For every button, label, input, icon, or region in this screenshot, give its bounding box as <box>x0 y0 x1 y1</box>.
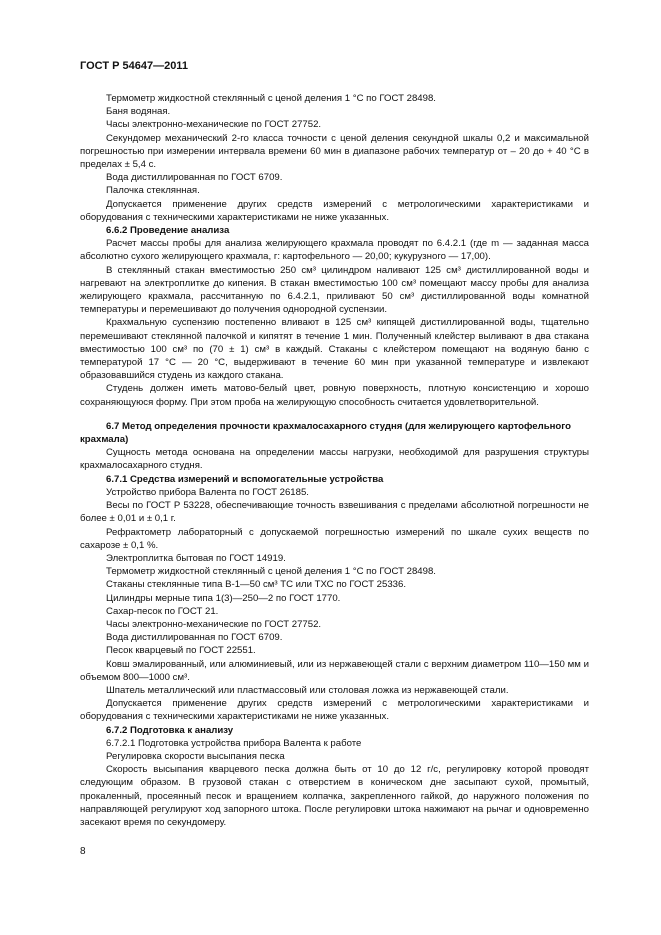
paragraph: Крахмальную суспензию постепенно вливают в 125 см³ кипящей дистиллированной воды, тщательно перемешивают стеклянной палочкой и кипятят в течение 1 мин. Полученный клейстер выливают в два стакана вместимостью 100 см³ по (70 ± 1) см³ в каждый. Стаканы с клейстером помещают на водяную баню с температурой 17 °С — 20 °С, выдерживают в течение 60 мин при указанной температуре и извлекают образовавшийся студень из каждого стакана. <box>80 317 589 382</box>
paragraph: Шпатель металлический или пластмассовый или столовая ложка из нержавеющей стали. <box>106 684 509 696</box>
spacer <box>80 409 589 420</box>
paragraph: Скорость высыпания кварцевого песка должна быть от 10 до 12 г/с, регулировку которой проводят следующим образом. В грузовой стакан с отверстием в коническом дне засыпают сухой, промытый, прокаленный, просеянный песок и вращением колпачка, закрепленного гайкой, до наружного положения по направляющей регулируют ход запорного штока. После регулировки штока нажимают на рычаг и одновременно засекают время по секундомеру. <box>80 764 589 828</box>
paragraph: Устройство прибора Валента по ГОСТ 26185. <box>106 486 309 498</box>
paragraph: Стаканы стеклянные типа В-1—50 см³ ТС или ТХС по ГОСТ 25336. <box>106 579 406 591</box>
paragraph: Сахар-песок по ГОСТ 21. <box>106 605 219 617</box>
paragraph: Часы электронно-механические по ГОСТ 27752. <box>106 618 322 630</box>
paragraph: Допускается применение других средств измерений с метрологическими характеристиками и оборудования с техническими характеристиками не ниже указанных. <box>80 198 589 223</box>
section-heading-6-6-2: 6.6.2 Проведение анализа <box>106 225 230 237</box>
paragraph: Вода дистиллированная по ГОСТ 6709. <box>106 632 283 644</box>
paragraph: Баня водяная. <box>106 106 171 118</box>
section-heading-6-7-1: 6.7.1 Средства измерений и вспомогательные устройства <box>106 473 384 485</box>
paragraph: Расчет массы пробы для анализа желирующего крахмала проводят по 6.4.2.1 (где m — заданная масса абсолютно сухого желирующего крахмала, г: картофельного — 20,00; кукурузного — 17,00). <box>80 238 589 263</box>
paragraph: Весы по ГОСТ Р 53228, обеспечивающие точность взвешивания с пределами абсолютной погрешности не более ± 0,01 и ± 0,1 г. <box>80 500 589 525</box>
paragraph: Сущность метода основана на определении массы нагрузки, необходимой для разрушения структуры крахмалосахарного студня. <box>80 447 589 472</box>
paragraph: Вода дистиллированная по ГОСТ 6709. <box>106 172 283 184</box>
paragraph: В стеклянный стакан вместимостью 250 см³ цилиндром наливают 125 см³ дистиллированной воды и нагревают на электроплитке до кипения. В стакан вместимостью 100 см³ помещают массу пробы для анализа желирующего крахмала, рассчитанную по 6.4.2.1, приливают 50 см³ дистиллированной воды комнатной температуры и перемешивают до получения однородной суспензии. <box>80 264 589 316</box>
paragraph: Допускается применение других средств измерений с метрологическими характеристиками и оборудования с техническими характеристиками не ниже указанных. <box>80 698 589 723</box>
paragraph: Электроплитка бытовая по ГОСТ 14919. <box>106 552 286 564</box>
paragraph: Регулировка скорости высыпания песка <box>106 750 285 762</box>
paragraph: Секундомер механический 2-го класса точности с ценой деления секундной шкалы 0,2 и максимальной погрешностью при измерении интервала времени 60 мин в диапазоне рабочих температур от – 20 до + 40 °С в пределах ± 5,4 с. <box>80 132 589 171</box>
section-heading-6-7: 6.7 Метод определения прочности крахмалосахарного студня (для желирующего картофельного крахмала) <box>80 420 572 446</box>
section-heading-6-7-2: 6.7.2 Подготовка к анализу <box>106 724 234 736</box>
standard-header: ГОСТ Р 54647—2011 <box>80 60 188 72</box>
paragraph: Цилиндры мерные типа 1(3)—250—2 по ГОСТ 1770. <box>106 592 341 604</box>
paragraph: Рефрактометр лабораторный с допускаемой погрешностью измерений по шкале сухих веществ по сахарозе ± 0,1 %. <box>80 526 589 551</box>
document-body <box>80 92 589 829</box>
page-number: 8 <box>80 846 86 857</box>
paragraph: Ковш эмалированный, или алюминиевый, или из нержавеющей стали с верхним диаметром 110—150 мм и объемом 800—1000 см³. <box>80 658 589 683</box>
paragraph: Термометр жидкостной стеклянный с ценой деления 1 °С по ГОСТ 28498. <box>106 566 436 578</box>
paragraph: Песок кварцевый по ГОСТ 22551. <box>106 645 256 657</box>
paragraph: Часы электронно-механические по ГОСТ 27752. <box>106 119 322 131</box>
paragraph: 6.7.2.1 Подготовка устройства прибора Валента к работе <box>106 737 362 749</box>
paragraph: Палочка стеклянная. <box>106 185 200 197</box>
paragraph: Термометр жидкостной стеклянный с ценой деления 1 °С по ГОСТ 28498. <box>106 93 436 104</box>
paragraph: Студень должен иметь матово-белый цвет, ровную поверхность, плотную консистенцию и хорошо сохраняющуюся форму. При этом проба на желирующую способность считается удовлетворительной. <box>80 383 589 408</box>
